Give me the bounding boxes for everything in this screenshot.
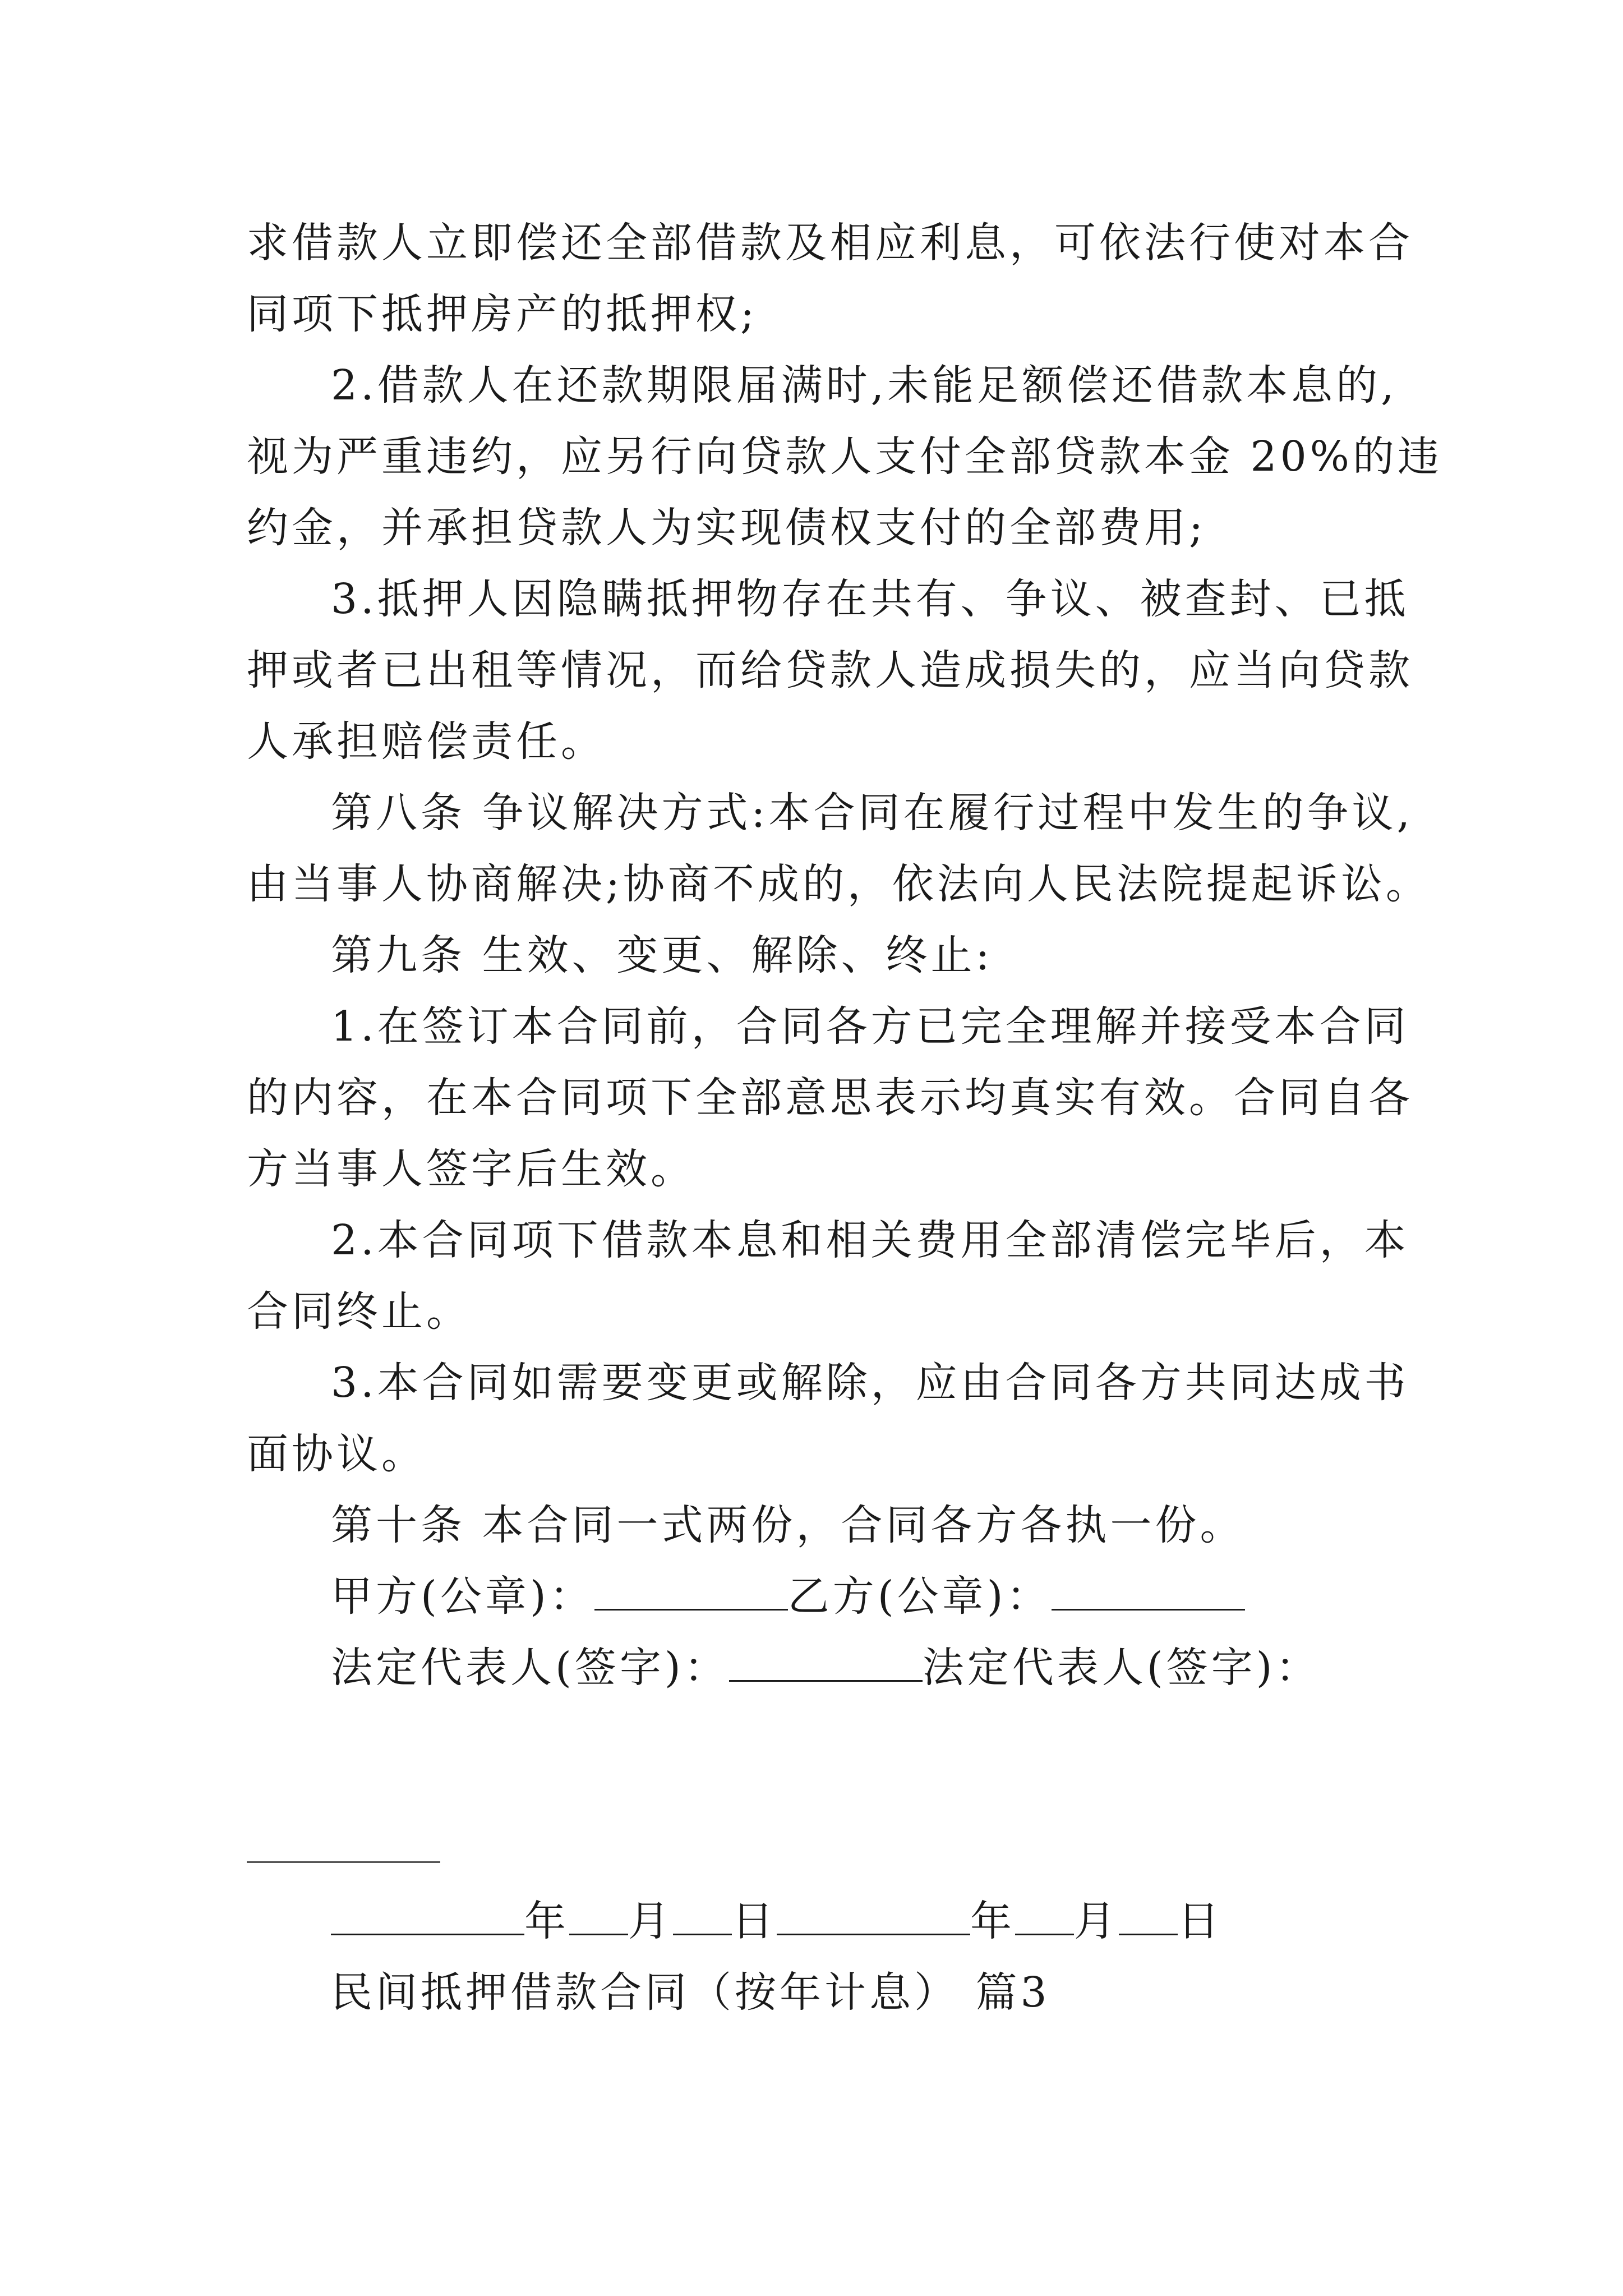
day-label-b: 日	[1178, 1897, 1223, 1945]
year-blank-a	[331, 1898, 524, 1935]
party-b-seal-label: 乙方(公章)：	[787, 1572, 1052, 1621]
clause-10-heading: 第十条 本合同一式两份，合同各方各执一份。	[331, 1501, 1245, 1549]
body-line: 同项下抵押房产的抵押权;	[247, 290, 758, 338]
day-label-a: 日	[732, 1897, 777, 1945]
body-line: 面协议。	[247, 1430, 426, 1478]
body-line: 人承担赔偿责任。	[247, 717, 606, 766]
party-a-seal-blank	[594, 1573, 788, 1611]
day-blank-b	[1119, 1898, 1178, 1935]
year-label-a: 年	[524, 1897, 569, 1945]
month-label-b: 月	[1074, 1897, 1119, 1945]
body-line: 视为严重违约，应另行向贷款人支付全部贷款本金 20%的违	[247, 432, 1442, 481]
month-blank-a	[569, 1898, 628, 1935]
clause-8-heading: 第八条 争议解决方式:本合同在履行过程中发生的争议,	[331, 789, 1413, 837]
clause-9-item-2: 2.本合同项下借款本息和相关费用全部清偿完毕后，本	[331, 1216, 1409, 1264]
party-a-seal-label: 甲方(公章)：	[331, 1572, 594, 1621]
representative-signature-line	[331, 1642, 1321, 1693]
clause-9-heading: 第九条 生效、变更、解除、终止:	[331, 931, 993, 979]
next-section-heading: 民间抵押借款合同（按年计息） 篇3	[331, 1968, 1050, 2017]
clause-7-item-2: 2.借款人在还款期限届满时,未能足额偿还借款本息的,	[331, 361, 1398, 409]
rep-a-signature-blank	[729, 1644, 923, 1682]
party-seal-line	[331, 1571, 1245, 1622]
body-line: 由当事人协商解决;协商不成的，依法向人民法院提起诉讼。	[247, 860, 1431, 908]
rep-b-signature-label: 法定代表人(签字)：	[922, 1644, 1321, 1692]
year-label-b: 年	[970, 1897, 1015, 1945]
year-blank-b	[777, 1898, 970, 1935]
body-line: 合同终止。	[247, 1287, 471, 1336]
month-label-a: 月	[628, 1897, 673, 1945]
party-b-seal-blank	[1052, 1573, 1245, 1611]
month-blank-b	[1015, 1898, 1074, 1935]
date-line	[331, 1896, 1223, 1947]
day-blank-a	[673, 1898, 732, 1935]
clause-7-item-3: 3.抵押人因隐瞒抵押物存在共有、争议、被查封、已抵	[331, 575, 1409, 623]
body-line: 求借款人立即偿还全部借款及相应利息，可依法行使对本合	[247, 219, 1413, 267]
body-line: 的内容，在本合同项下全部意思表示均真实有效。合同自各	[247, 1074, 1413, 1122]
rep-a-signature-label: 法定代表人(签字)：	[331, 1644, 729, 1692]
body-line: 约金，并承担贷款人为实现债权支付的全部费用;	[247, 504, 1206, 552]
clause-9-item-1: 1.在签订本合同前，合同各方已完全理解并接受本合同	[331, 1002, 1409, 1051]
clause-9-item-3: 3.本合同如需要变更或解除，应由合同各方共同达成书	[331, 1359, 1409, 1407]
rep-b-signature-blank	[247, 1861, 440, 1863]
body-line: 方当事人签字后生效。	[247, 1145, 695, 1193]
body-line: 押或者已出租等情况，而给贷款人造成损失的，应当向贷款	[247, 646, 1413, 694]
